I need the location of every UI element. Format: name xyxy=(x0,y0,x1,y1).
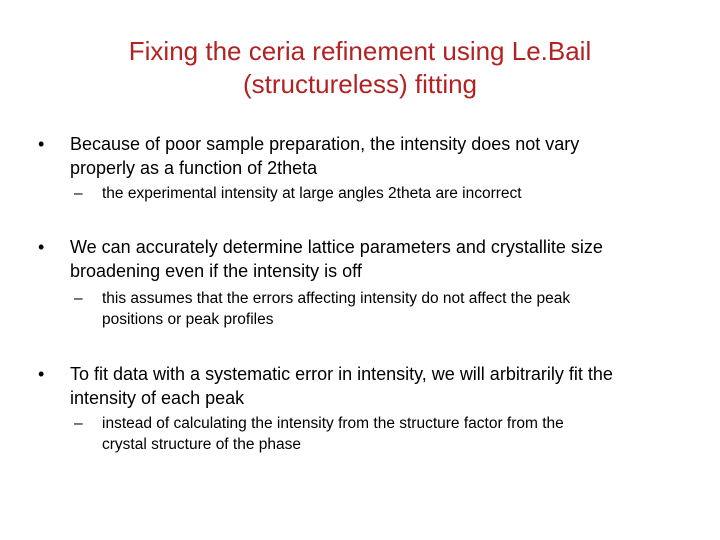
bullet-text-line: Because of poor sample preparation, the intensity does not vary xyxy=(70,134,580,154)
bullet-marker: • xyxy=(38,237,45,257)
sub-bullet-text-line: the experimental intensity at large angles 2theta are incorrect xyxy=(102,185,522,202)
sub-bullet-item xyxy=(74,413,682,455)
sub-bullet-marker: – xyxy=(74,290,83,307)
bullet-text-line: properly as a function of 2theta xyxy=(70,158,318,178)
sub-bullet-item xyxy=(74,288,682,330)
sub-bullet-text-line: positions or peak profiles xyxy=(102,311,274,328)
title-line: Fixing the ceria refinement using Le.Bail xyxy=(128,36,592,66)
sub-bullet-item xyxy=(74,183,682,204)
bullet-item xyxy=(38,362,690,410)
sub-bullet-text-line: crystal structure of the phase xyxy=(102,436,302,453)
bullet-item xyxy=(38,132,690,180)
sub-bullet-marker: – xyxy=(74,415,83,432)
bullet-text-line: We can accurately determine lattice parameters and crystallite size xyxy=(70,237,603,257)
bullet-marker: • xyxy=(38,364,45,384)
sub-bullet-text-line: this assumes that the errors affecting intensity do not affect the peak xyxy=(102,290,571,307)
sub-bullet-text-line: instead of calculating the intensity from the structure factor from the xyxy=(102,415,564,432)
sub-bullet-marker: – xyxy=(74,185,83,202)
title-line: (structureless) fitting xyxy=(242,69,478,99)
slide-title xyxy=(60,35,660,101)
bullet-text-line: broadening even if the intensity is off xyxy=(70,261,362,281)
bullet-text-line: intensity of each peak xyxy=(70,388,245,408)
bullet-text-line: To fit data with a systematic error in intensity, we will arbitrarily fit the xyxy=(70,364,613,384)
bullet-marker: • xyxy=(38,134,45,154)
bullet-item xyxy=(38,235,690,283)
